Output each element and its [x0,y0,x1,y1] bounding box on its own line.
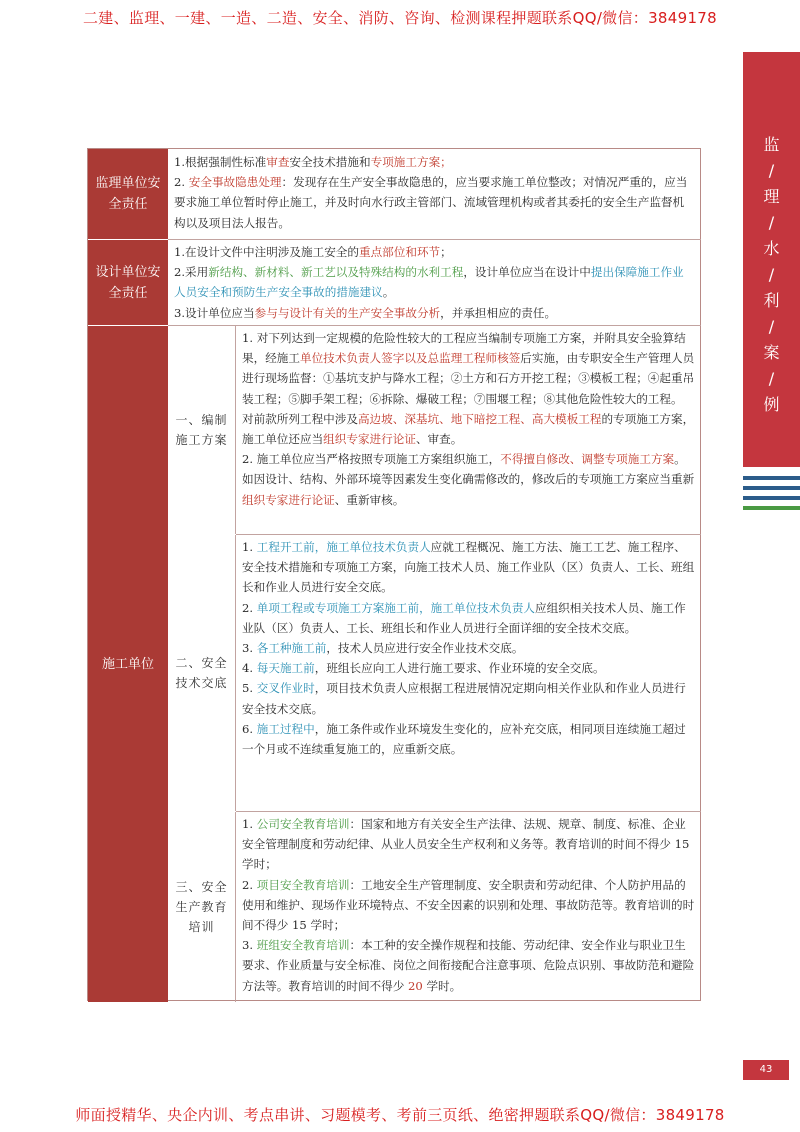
row-label-construction: 施工单位 [88,326,168,1002]
design-item-1: 1.在设计文件中注明涉及施工安全的重点部位和环节； [174,245,452,259]
row-label-supervision: 监理单位安全责任 [88,149,168,239]
decor-stripe-blue-3 [743,496,800,500]
divider [168,239,701,240]
chapter-side-tab-label: 监 / 理 / 水 / 利 / 案 / 例 [763,135,780,414]
bottom-promo-banner: 师面授精华、央企内训、考点串讲、习题模考、考前三页纸、绝密押题联系QQ/微信：3849178 [75,1106,725,1124]
row-label-design: 设计单位安全责任 [88,240,168,325]
page-number: 43 [743,1060,789,1080]
safety-training-item-3: 3. 班组安全教育培训：本工种的安全操作规程和技能、劳动纪律、安全作业与职业卫生要求、作业质量与安全标准、岗位之间衔接配合注意事项、危险点识别、事故防范和避险方法等。教育培训的时间不得少 20 学时。 [242,938,695,993]
divider [236,534,701,535]
safety-briefing-item-2: 2. 单项工程或专项施工方案施工前，施工单位技术负责人应组织相关技术人员、施工作业队（区）负责人、工长、班组长和作业人员进行全面详细的安全技术交底。 [242,600,686,635]
decor-stripe-blue-2 [743,486,800,490]
safety-briefing-item-3: 3. 各工种施工前，技术人员应进行安全作业技术交底。 [242,641,524,656]
safety-briefing-item-6: 6. 施工过程中，施工条件或作业环境发生变化的，应补充交底，相同项目连续施工超过一个月或不连续重复施工的，应重新交底。 [242,721,686,757]
sub-label-construction-plan: 一、编制施工方案 [168,326,236,534]
construction-plan-expert-review: 对前款所列工程中涉及高边坡、深基坑、地下暗挖工程、高大模板工程的专项施工方案，施工单位还应当组织专家进行论证、审查。 [242,411,695,447]
construction-plan-item-1: 1. 对下列达到一定规模的危险性较大的工程应当编制专项施工方案，并附具安全验算结果，经施工单位技术负责人签字以及总监理工程师核签后实施，由专职安全生产管理人员进行现场监督：①基坑支护与降水工程；②土方和石方开挖工程；③模板工程；④起重吊装工程；⑤脚手架工程；⑥拆除、爆破工程；⑦围堰工程；⑧其他危险性较大的工程。 [242,331,695,406]
safety-briefing-content [236,537,701,809]
construction-plan-content [236,328,701,533]
decor-stripe-green [743,506,800,510]
top-promo-banner: 二建、监理、一建、一造、二造、安全、消防、咨询、检测课程押题联系QQ/微信：3849178 [83,9,717,27]
design-item-3: 3.设计单位应当参与与设计有关的生产安全事故分析，并承担相应的责任。 [174,305,557,320]
safety-training-content [236,814,701,1000]
decor-stripe-red [743,462,800,466]
supervision-item-2: 2. 安全事故隐患处理：发现存在生产安全事故隐患的，应当要求施工单位整改；对情况严重的，应当要求施工单位暂时停止施工，并及时向水行政主管部门、流域管理机构或者其委托的安全生产监督机构以及项目法人报告。 [174,175,688,230]
design-item-2: 2.采用新结构、新材料、新工艺以及特殊结构的水利工程，设计单位应当在设计中提出保障施工作业人员安全和预防生产安全事故的措施建议。 [174,265,684,300]
sub-label-safety-training: 三、安全生产教育培训 [168,812,236,1002]
divider [236,811,701,812]
supervision-content [168,152,701,238]
safety-briefing-item-1: 1. 工程开工前，施工单位技术负责人应就工程概况、施工方法、施工工艺、施工程序、安全技术措施和专项施工方案，向施工技术人员、施工作业队（区）负责人、工长、班组长和作业人员进行安全交底。 [242,540,695,595]
supervision-item-1: 1.根据强制性标准审查安全技术措施和专项施工方案； [174,155,452,169]
divider [168,325,701,326]
safety-briefing-item-5: 5. 交叉作业时，项目技术负责人应根据工程进展情况定期向相关作业队和作业人员进行安全技术交底。 [242,681,686,716]
safety-training-item-1: 1. 公司安全教育培训：国家和地方有关安全生产法律、法规、规章、制度、标准、企业安全管理制度和劳动纪律、从业人员安全生产权利和义务等。教育培训的时间不得少 15 学时； [242,817,690,872]
design-content [168,242,701,324]
sub-label-safety-briefing: 二、安全技术交底 [168,535,236,811]
safety-responsibility-table [87,148,701,1001]
safety-briefing-item-4: 4. 每天施工前，班组长应向工人进行施工要求、作业环境的安全交底。 [242,661,605,676]
safety-training-item-2: 2. 项目安全教育培训：工地安全生产管理制度、安全职责和劳动纪律、个人防护用品的使用和维护、现场作业环境特点、不安全因素的识别和处理、事故防范等。教育培训的时间不得少 15 学时； [242,877,695,933]
construction-plan-item-2: 2. 施工单位应当严格按照专项施工方案组织施工，不得擅自修改、调整专项施工方案。如因设计、结构、外部环境等因素发生变化确需修改的，修改后的专项施工方案应当重新组织专家进行论证、重新审核。 [242,452,695,507]
decor-stripe-blue-1 [743,476,800,480]
chapter-side-tab [743,52,800,467]
